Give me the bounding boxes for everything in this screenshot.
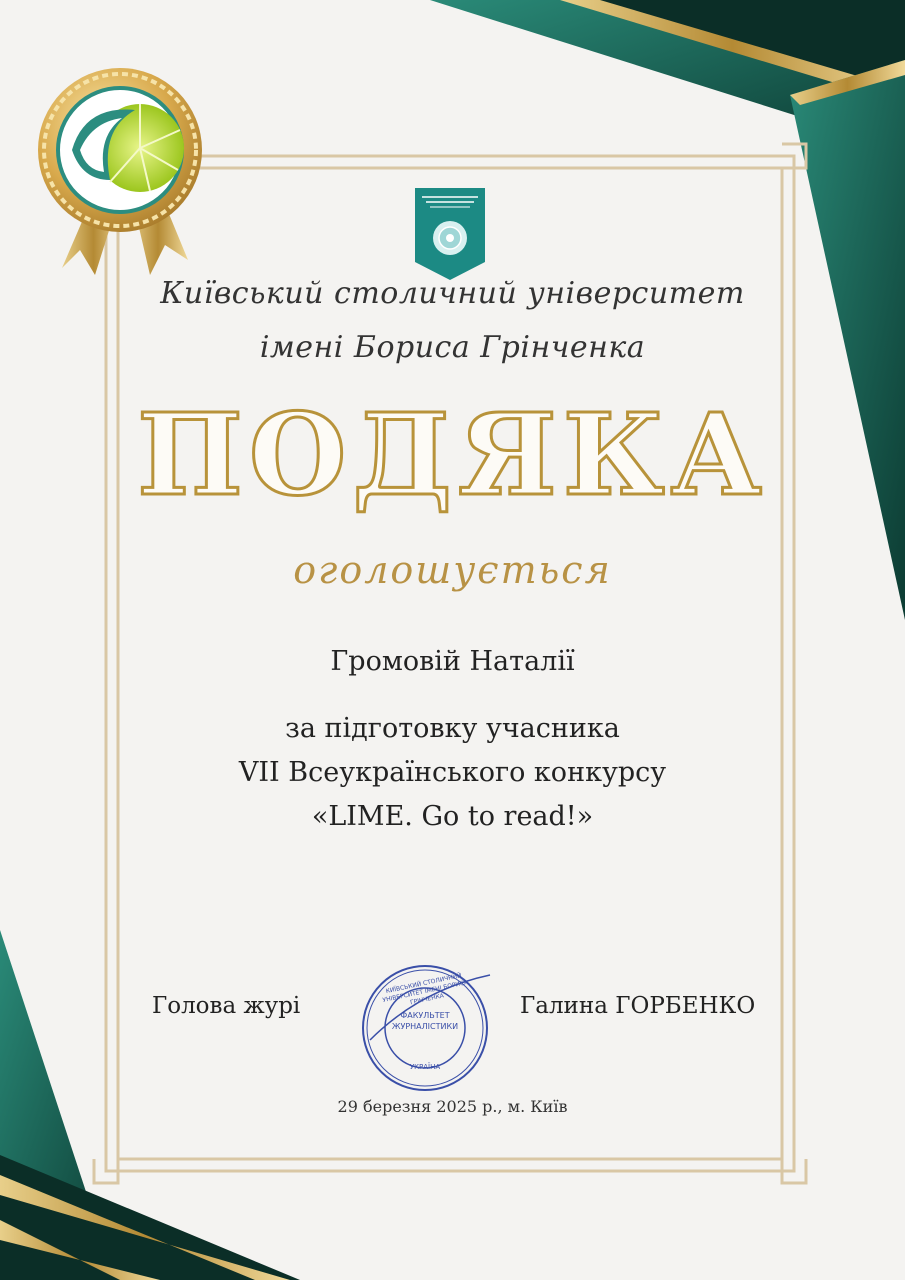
university-name-line2: імені Бориса Грінченка: [259, 330, 646, 365]
stamp-bottom-text: УКРАЇНА: [409, 1063, 441, 1071]
certificate-title: ПОДЯКА: [137, 390, 768, 521]
recipient-name: Громовій Наталії: [330, 646, 575, 677]
stamp-inner-line2: ЖУРНАЛІСТИКИ: [391, 1022, 459, 1031]
university-name-line1: Київський столичний університет: [160, 276, 745, 311]
lime-medal-icon: [38, 68, 202, 275]
signature-name: Галина ГОРБЕНКО: [520, 993, 756, 1019]
certificate-subtitle: оголошується: [293, 548, 612, 592]
stamp-ring-text: КИЇВСЬКИЙ СТОЛИЧНИЙ УНІВЕРСИТЕТ ІМЕНІ БОРИСА ГРІНЧЕНКА: [381, 972, 469, 1007]
date-place: 29 березня 2025 р., м. Київ: [337, 1097, 568, 1116]
stamp-text: [383, 1010, 467, 1032]
reason-line2: VII Всеукраїнського конкурсу: [238, 757, 667, 788]
signature-role: Голова журі: [152, 993, 301, 1019]
reason-line3: «LIME. Go to read!»: [311, 801, 594, 832]
university-crest-icon: [415, 188, 485, 280]
reason-line1: за підготовку учасника: [285, 713, 620, 744]
stamp-inner-line1: ФАКУЛЬТЕТ: [400, 1011, 450, 1020]
